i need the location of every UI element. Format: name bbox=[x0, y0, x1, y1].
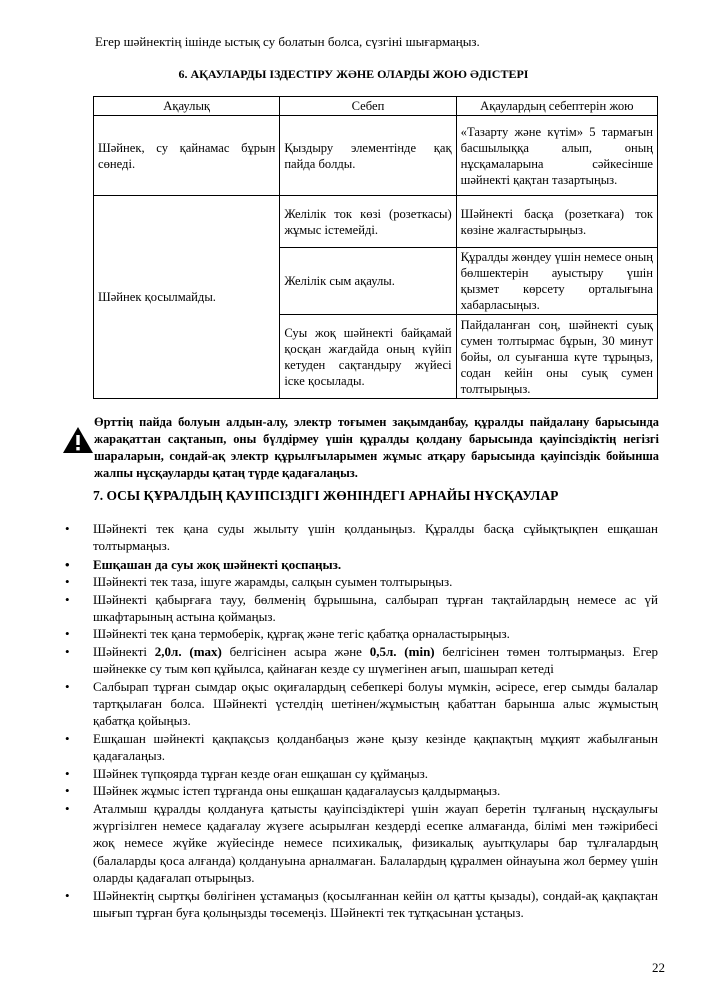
table-header-row bbox=[94, 97, 658, 116]
safety-instructions-list bbox=[93, 520, 658, 921]
item-text: Шәйнекті bbox=[93, 643, 155, 659]
remedy-cell: Пайдаланған соң, шәйнекті суық сумен толтырмас бұрын, 30 минут бойы, ол суығанша күте тұрыңыз, содан кейін оны суық сумен толтырыңыз. bbox=[456, 315, 657, 399]
item-text: белгісінен төмен толтырмаңыз. Егер шәйнекке су тым көп құйылса, қайнаған кезде су шүмегінен ағып, шашырап кетеді bbox=[93, 643, 658, 677]
max-level-text: 2,0л. (max) bbox=[154, 643, 222, 659]
list-item: • Шәйнекті тек қана суды жылыту үшін қолданыңыз. Құралды басқа сұйықтықпен ешқашан толтырмаңыз. bbox=[93, 520, 658, 555]
item-text: белгісінен асыра және bbox=[221, 643, 370, 659]
list-item: • Салбырап тұрған сымдар оқыс оқиғалардың себепкері болуы мүмкін, әсіресе, егер сымды балалар тартқылаған болса. Шәйнекті үстелдің шетінен/жұмыстың қабаттан барынша алыс жұмыстың қабатқа қойыңыз. bbox=[93, 678, 658, 730]
intro-text: Егер шәйнектің ішінде ыстық су болатын болса, сүзгіні шығармаңыз. bbox=[95, 34, 480, 49]
remedy-cell: Құралды жөндеу үшін немесе оның бөлшектерін ауыстыру үшін қызмет көрсету орталығына хабарласыңыз. bbox=[456, 248, 657, 315]
fault-cell: Шәйнек, су қайнамас бұрын сөнеді. bbox=[94, 116, 280, 196]
list-item: • Шәйнек жұмыс істеп тұрғанда оны ешқашан қадағалаусыз қалдырмаңыз. bbox=[93, 782, 658, 799]
remedy-cell: Шәйнекті басқа (розеткаға) ток көзіне жалғастырыңыз. bbox=[456, 196, 657, 248]
section-7-title: 7. ОСЫ ҚҰРАЛДЫҢ ҚАУІПСІЗДІГІ ЖӨНІНДЕГІ АРНАЙЫ НҰСҚАУЛАР bbox=[93, 488, 559, 503]
fault-cell: Шәйнек қосылмайды. bbox=[94, 196, 280, 399]
table-row bbox=[94, 196, 658, 248]
troubleshooting-table bbox=[93, 96, 658, 399]
header-fault: Ақаулық bbox=[94, 97, 280, 116]
list-item: • Шәйнек түпқоярда тұрған кезде оған ешқашан су құймаңыз. bbox=[93, 765, 658, 782]
list-item: • Шәйнекті тек қана термоберік, құрғақ және тегіс қабатқа орналастырыңыз. bbox=[93, 625, 658, 642]
min-level-text: 0,5л. (min) bbox=[369, 643, 435, 659]
list-item bbox=[93, 643, 658, 678]
table-row bbox=[94, 116, 658, 196]
cause-cell: Желілік сым ақаулы. bbox=[280, 248, 456, 315]
list-item: • Шәйнектің сыртқы бөлігінен ұстамаңыз (қосылғаннан кейін ол қатты қызады), сондай-ақ қақпақтан шығып тұрған буға қолыңызды төсемеңіз. Шәйнекті тек тұтқасынан ұстаңыз. bbox=[93, 887, 658, 922]
list-item: • Ешқашан да суы жоқ шәйнекті қоспаңыз. bbox=[93, 556, 658, 573]
header-remedy: Ақаулардың себептерін жою bbox=[456, 97, 657, 116]
list-item: • Аталмыш құралды қолдануға қатысты қауіпсіздіктері үшін жауап беретін тұлғаның нұсқаулығы жүргізілген немесе қадағалау жүзеге асырылған кездерді есепке алмағанда, білімі мен тәжірибесі жоқ немесе жүйке жүйесінде немесе психикалық, физикалық ауытқулары бар тұлғалардың (балаларды қоса алғанда) қолдануына арналмаған. Балалардың құралмен ойнауына жол бермеу үшін оларды қадағалап отырыңыз. bbox=[93, 800, 658, 887]
list-item: • Шәйнекті қабырғаға тауу, бөлменің бұрышына, салбырап тұрған тақтайлардың немесе ас үй шкафтарының астына қоймаңыз. bbox=[93, 591, 658, 626]
remedy-cell: «Тазарту және күтім» 5 тармағын басшылыққа алып, оның нұсқамаларына сәйкесінше шәйнекті қақтан тазартыңыз. bbox=[456, 116, 657, 196]
list-item: • Шәйнекті тек таза, ішуге жарамды, салқын суымен толтырыңыз. bbox=[93, 573, 658, 590]
header-cause: Себеп bbox=[280, 97, 456, 116]
warning-text: Өрттің пайда болуын алдын-алу, электр тоғымен зақымданбау, құралды пайдалану барысында жарақаттан сақтанып, оны бүлдірмеу үшін құралды қолдану барысында қауіпсіздіктің негізгі шараларын, сондай-ақ электр құрылғыларымен жұмыс атқару барысында қауіпсіздік бойынша жалпы нұсқауларды қатаң түрде қадағалаңыз. bbox=[94, 415, 659, 480]
cause-cell: Қыздыру элементінде қақ пайда болды. bbox=[280, 116, 456, 196]
cause-cell: Желілік ток көзі (розеткасы) жұмыс істемейді. bbox=[280, 196, 456, 248]
section-6-title: 6. АҚАУЛАРДЫ ІЗДЕСТІРУ ЖӘНЕ ОЛАРДЫ ЖОЮ ӘДІСТЕРІ bbox=[178, 67, 529, 81]
warning-triangle-icon bbox=[62, 426, 94, 454]
page-number: 22 bbox=[652, 960, 665, 975]
list-item: • Ешқашан шәйнекті қақпақсыз қолданбаңыз және қызу кезінде қақпақтың мұқият жабылғанын қадағалаңыз. bbox=[93, 730, 658, 765]
cause-cell: Суы жоқ шәйнекті байқамай қосқан жағдайда оның күйіп кетуден сақтандыру жүйесі іске қосылады. bbox=[280, 315, 456, 399]
